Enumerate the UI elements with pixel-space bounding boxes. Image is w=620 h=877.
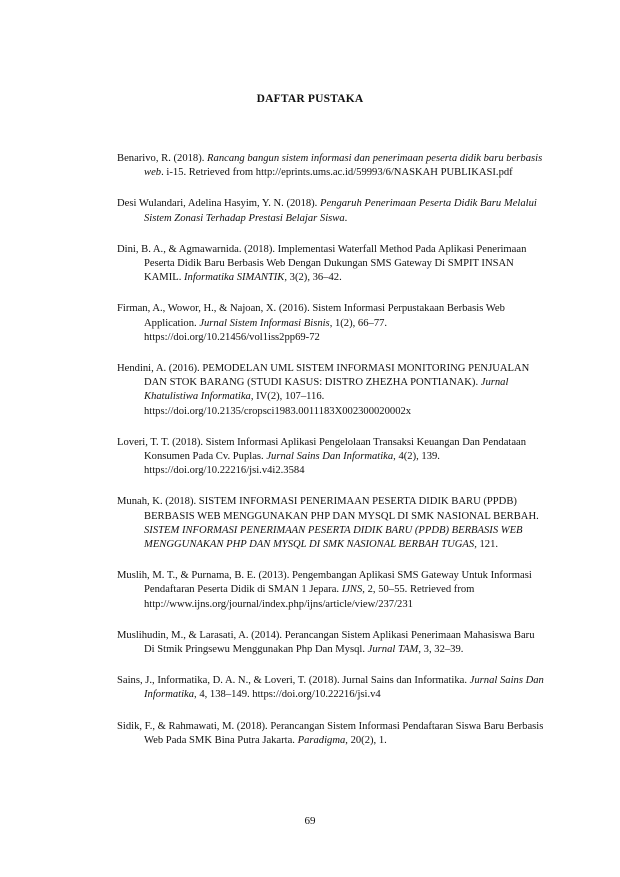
reference-source: Jurnal Sains Dan Informatika	[266, 451, 394, 463]
reference-details: . i-15. Retrieved from http://eprints.ums.ac.id/59993/6/NASKAH PUBLIKASI.pdf	[161, 167, 513, 179]
reference-text: Sidik, F., & Rahmawati, M. (2018). Perancangan Sistem Informasi Pendaftaran Siswa Baru Berbasis Web Pada SMK Bina Putra Jakarta.	[117, 720, 544, 746]
reference-text: Desi Wulandari, Adelina Hasyim, Y. N. (2018).	[117, 198, 320, 210]
reference-item	[117, 152, 547, 180]
reference-details: , 4(2), 139. https://doi.org/10.22216/jsi.v4i2.3584	[144, 451, 440, 477]
reference-source: Informatika SIMANTIK	[184, 272, 285, 284]
reference-text: Sains, J., Informatika, D. A. N., & Loveri, T. (2018). Jurnal Sains dan Informatika.	[117, 675, 470, 687]
reference-source: Jurnal TAM	[367, 644, 419, 656]
reference-text: Benarivo, R. (2018).	[117, 153, 208, 164]
reference-text: Muslih, M. T., & Purnama, B. E. (2013). Pengembangan Aplikasi SMS Gateway Untuk Informasi Pendaftaran Peserta Didik di SMAN 1 Jepara.	[117, 570, 532, 596]
reference-item	[117, 674, 547, 702]
reference-item	[117, 569, 547, 612]
reference-text: Firman, A., Wowor, H., & Najoan, X. (2016). Sistem Informasi Perpustakaan Berbasis Web Application.	[117, 303, 505, 329]
reference-details: , 3, 32–39.	[418, 644, 464, 656]
reference-source: IJNS	[341, 584, 363, 596]
reference-details: , IV(2), 107–116. https://doi.org/10.2135/cropsci1983.0011183X002300020002x	[144, 391, 412, 417]
page-number: 69	[304, 815, 316, 827]
reference-details: , 3(2), 36–42.	[284, 272, 342, 284]
reference-item	[117, 362, 547, 419]
reference-details: , 2, 50–55. Retrieved from http://www.ijns.org/journal/index.php/ijns/article/view/237/231	[144, 584, 475, 610]
reference-source: Jurnal Khatulistiwa Informatika	[144, 377, 509, 403]
reference-text: Muslihudin, M., & Larasati, A. (2014). Perancangan Sistem Aplikasi Penerimaan Mahasiswa Baru Di Stmik Pringsewu Menggunakan Php Dan Mysql.	[117, 629, 535, 656]
page-title: DAFTAR PUSTAKA	[256, 93, 364, 105]
reference-source: Jurnal Sistem Informasi Bisnis	[199, 317, 330, 329]
reference-text: Hendini, A. (2016). PEMODELAN UML SISTEM INFORMASI MONITORING PENJUALAN DAN STOK BARANG (STUDI KASUS: DISTRO ZHEZHA PONTIANAK).	[117, 363, 530, 389]
reference-source: Paradigma	[297, 734, 346, 746]
reference-details: , 121.	[474, 539, 499, 551]
reference-list	[117, 152, 547, 765]
reference-item	[117, 197, 547, 225]
reference-source: Jurnal Sains Dan Informatika	[144, 675, 544, 701]
reference-text: Loveri, T. T. (2018). Sistem Informasi Aplikasi Pengelolaan Transaksi Keuangan Dan Pendataan Konsumen Pada Cv. Puplas.	[117, 436, 527, 463]
reference-source: Pengaruh Penerimaan Peserta Didik Baru Melalui Sistem Zonasi Terhadap Prestasi Belajar Siswa	[144, 198, 537, 224]
reference-item	[117, 243, 547, 286]
reference-text: Munah, K. (2018). SISTEM INFORMASI PENERIMAAN PESERTA DIDIK BARU (PPDB) BERBASIS WEB MENGGUNAKAN PHP DAN MYSQL DI SMK NASIONAL BERBAH.	[117, 496, 539, 522]
reference-details: , 1(2), 66–77. https://doi.org/10.21456/vol1iss2pp69-72	[144, 317, 388, 343]
reference-item	[117, 495, 547, 552]
reference-details: , 4, 138–149. https://doi.org/10.22216/jsi.v4	[194, 689, 381, 701]
reference-source: Rancang bangun sistem informasi dan penerimaan peserta didik baru berbasis web	[144, 153, 543, 179]
reference-details: .	[344, 212, 348, 224]
reference-details: , 20(2), 1.	[345, 734, 387, 746]
reference-item	[117, 436, 547, 479]
reference-item	[117, 629, 547, 657]
reference-source: SISTEM INFORMASI PENERIMAAN PESERTA DIDIK BARU (PPDB) BERBASIS WEB MENGGUNAKAN PHP DAN MYSQL DI SMK NASIONAL BERBAH TUGAS	[144, 524, 523, 551]
reference-item	[117, 720, 547, 748]
reference-item	[117, 302, 547, 345]
reference-text: Dini, B. A., & Agmawarnida. (2018). Implementasi Waterfall Method Pada Aplikasi Penerimaan Peserta Didik Baru Berbasis Web Dengan Dukungan SMS Gateway Di SMPIT INSAN KAMIL.	[117, 243, 527, 284]
